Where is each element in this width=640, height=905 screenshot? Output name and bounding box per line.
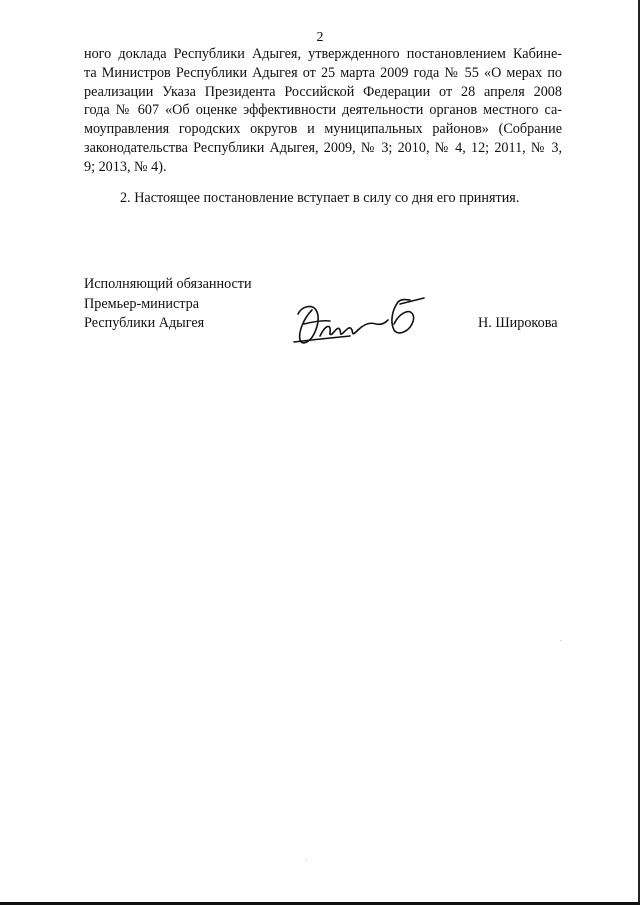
signatory-title-line: Исполняющий обязанности [84,276,252,292]
page-number: 2 [316,30,324,45]
body-line: года № 607 «Об оценке эффективности деятельности органов местного са- [84,102,562,119]
signatory-title-line: Премьер-министра [84,295,200,312]
clause-2: 2. Настоящее постановление вступает в силу со дня его принятия. [120,190,520,206]
body-paragraph [84,45,562,177]
body-line: 9; 2013, № 4). [84,158,167,175]
handwritten-signature [290,290,440,350]
body-line: ного доклада Республики Адыгея, утвержденного постановлением Кабине- [84,46,562,62]
body-line: та Министров Республики Адыгея от 25 марта 2009 года № 55 «О мерах по [84,64,562,81]
body-line: моуправления городских округов и муниципальных районов» (Собрание [84,121,562,138]
signer-name: Н. Широкова [478,315,558,331]
scan-speck [306,860,307,861]
body-line: реализации Указа Президента Российской Федерации от 28 апреля 2008 [84,83,562,100]
body-line: законодательства Республики Адыгея, 2009, № 3; 2010, № 4, 12; 2011, № 3, [84,139,562,156]
scan-speck [560,640,561,641]
signatory-title-line: Республики Адыгея [84,315,205,331]
signatory-title [84,275,252,334]
